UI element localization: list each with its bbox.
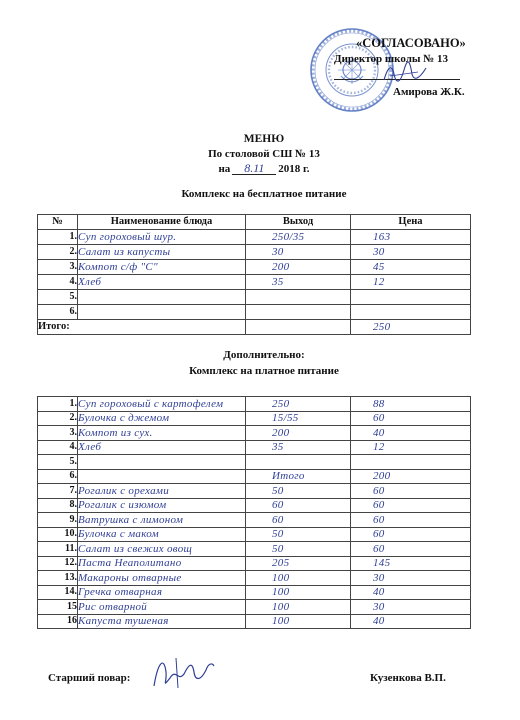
additional-heading: Дополнительно: — [223, 349, 305, 361]
table-header-row — [38, 215, 471, 230]
menu-date — [0, 163, 520, 175]
table-row — [38, 290, 471, 305]
row-number: 5. — [38, 290, 78, 305]
row-number: 11. — [38, 542, 78, 557]
row-number: 7. — [38, 484, 78, 499]
dish-name: Булочка с маком — [78, 527, 246, 542]
dish-price: 60 — [351, 513, 471, 528]
total-row — [38, 320, 471, 335]
table-row — [38, 600, 471, 615]
dish-price — [351, 290, 471, 305]
dish-name: Макароны отварные — [78, 571, 246, 586]
dish-name: Гречка отварная — [78, 585, 246, 600]
cook-label: Старший повар: — [48, 672, 131, 684]
dish-price: 60 — [351, 498, 471, 513]
row-number: 3. — [38, 260, 78, 275]
dish-yield: Итого — [246, 469, 351, 484]
column-header-number: № — [38, 215, 78, 230]
dish-yield: 250/35 — [246, 230, 351, 245]
dish-yield — [246, 455, 351, 470]
dish-name: Капуста тушеная — [78, 614, 246, 629]
total-value: 250 — [351, 320, 471, 335]
row-number: 4. — [38, 440, 78, 455]
page-subtitle: По столовой СШ № 13 — [208, 148, 320, 160]
dish-name: Суп гороховый шур. — [78, 230, 246, 245]
dish-name: Компот из сух. — [78, 426, 246, 441]
table-row — [38, 614, 471, 629]
dish-name: Хлеб — [78, 275, 246, 290]
dish-price: 60 — [351, 411, 471, 426]
table-row — [38, 484, 471, 499]
dish-yield: 100 — [246, 571, 351, 586]
dish-name: Салат из капусты — [78, 245, 246, 260]
paid-complex-table — [37, 396, 471, 629]
paid-complex-title: Комплекс на платное питание — [189, 365, 339, 377]
director-signature-icon — [380, 60, 430, 86]
dish-yield — [246, 290, 351, 305]
dish-yield: 50 — [246, 527, 351, 542]
row-number: 5. — [38, 455, 78, 470]
dish-yield: 50 — [246, 484, 351, 499]
approver-position: Директор школы № 13 — [334, 53, 449, 65]
dish-price: 200 — [351, 469, 471, 484]
column-header-price: Цена — [351, 215, 471, 230]
dish-price: 60 — [351, 542, 471, 557]
row-number: 3. — [38, 426, 78, 441]
table-row — [38, 305, 471, 320]
table-row — [38, 469, 471, 484]
table-row — [38, 397, 471, 412]
approver-name: Амирова Ж.К. — [393, 86, 465, 98]
table-row — [38, 411, 471, 426]
row-number: 6. — [38, 305, 78, 320]
dish-price: 30 — [351, 571, 471, 586]
dish-yield: 50 — [246, 542, 351, 557]
table-row — [38, 455, 471, 470]
table-row — [38, 230, 471, 245]
dish-price — [351, 305, 471, 320]
date-value: 8.11 — [232, 163, 276, 175]
dish-yield: 60 — [246, 498, 351, 513]
row-number: 6. — [38, 469, 78, 484]
dish-price: 12 — [351, 440, 471, 455]
dish-name — [78, 469, 246, 484]
dish-name — [78, 290, 246, 305]
dish-yield — [246, 305, 351, 320]
total-label: Итого: — [38, 320, 246, 335]
table-row — [38, 440, 471, 455]
dish-yield: 100 — [246, 585, 351, 600]
table-row — [38, 556, 471, 571]
table-row — [38, 426, 471, 441]
page-title: МЕНЮ — [243, 133, 285, 145]
table-row — [38, 498, 471, 513]
dish-yield: 200 — [246, 260, 351, 275]
dish-name: Хлеб — [78, 440, 246, 455]
row-number: 13. — [38, 571, 78, 586]
row-number: 1. — [38, 230, 78, 245]
dish-name: Компот с/ф "С" — [78, 260, 246, 275]
table-row — [38, 585, 471, 600]
dish-price: 88 — [351, 397, 471, 412]
table-row — [38, 260, 471, 275]
row-number: 8. — [38, 498, 78, 513]
dish-yield: 200 — [246, 426, 351, 441]
free-complex-table — [37, 214, 471, 335]
dish-name: Паста Неаполитано — [78, 556, 246, 571]
total-yield — [246, 320, 351, 335]
dish-yield: 250 — [246, 397, 351, 412]
row-number: 16 — [38, 614, 78, 629]
approval-title: «СОГЛАСОВАНО» — [356, 36, 466, 50]
dish-price: 145 — [351, 556, 471, 571]
date-prefix: на — [218, 163, 231, 175]
row-number: 12. — [38, 556, 78, 571]
row-number: 2. — [38, 245, 78, 260]
dish-yield: 60 — [246, 513, 351, 528]
row-number: 15 — [38, 600, 78, 615]
table-row — [38, 513, 471, 528]
table-row — [38, 571, 471, 586]
dish-price: 30 — [351, 245, 471, 260]
dish-name: Рис отварной — [78, 600, 246, 615]
row-number: 10. — [38, 527, 78, 542]
dish-price: 12 — [351, 275, 471, 290]
row-number: 9. — [38, 513, 78, 528]
column-header-dish: Наименование блюда — [78, 215, 246, 230]
dish-yield: 15/55 — [246, 411, 351, 426]
row-number: 2. — [38, 411, 78, 426]
row-number: 4. — [38, 275, 78, 290]
cook-signature-icon — [148, 652, 218, 694]
dish-name: Суп гороховый с картофелем — [78, 397, 246, 412]
dish-price: 163 — [351, 230, 471, 245]
dish-name — [78, 305, 246, 320]
dish-name: Рогалик с изюмом — [78, 498, 246, 513]
dish-price: 30 — [351, 600, 471, 615]
dish-yield: 100 — [246, 614, 351, 629]
free-complex-title: Комплекс на бесплатное питание — [181, 188, 347, 200]
row-number: 14. — [38, 585, 78, 600]
row-number: 1. — [38, 397, 78, 412]
dish-yield: 205 — [246, 556, 351, 571]
dish-yield: 35 — [246, 275, 351, 290]
table-row — [38, 527, 471, 542]
date-suffix: 2018 г. — [278, 163, 310, 175]
dish-price: 60 — [351, 527, 471, 542]
dish-name — [78, 455, 246, 470]
dish-name: Салат из свежих овощ — [78, 542, 246, 557]
table-row — [38, 245, 471, 260]
dish-price: 40 — [351, 426, 471, 441]
dish-price: 40 — [351, 585, 471, 600]
table-row — [38, 542, 471, 557]
dish-yield: 35 — [246, 440, 351, 455]
dish-yield: 100 — [246, 600, 351, 615]
dish-name: Рогалик с орехами — [78, 484, 246, 499]
dish-price: 40 — [351, 614, 471, 629]
dish-name: Булочка с джемом — [78, 411, 246, 426]
cook-name: Кузенкова В.П. — [370, 672, 446, 684]
dish-price: 45 — [351, 260, 471, 275]
column-header-yield: Выход — [246, 215, 351, 230]
table-row — [38, 275, 471, 290]
dish-price — [351, 455, 471, 470]
dish-price: 60 — [351, 484, 471, 499]
dish-yield: 30 — [246, 245, 351, 260]
dish-name: Ватрушка с лимоном — [78, 513, 246, 528]
